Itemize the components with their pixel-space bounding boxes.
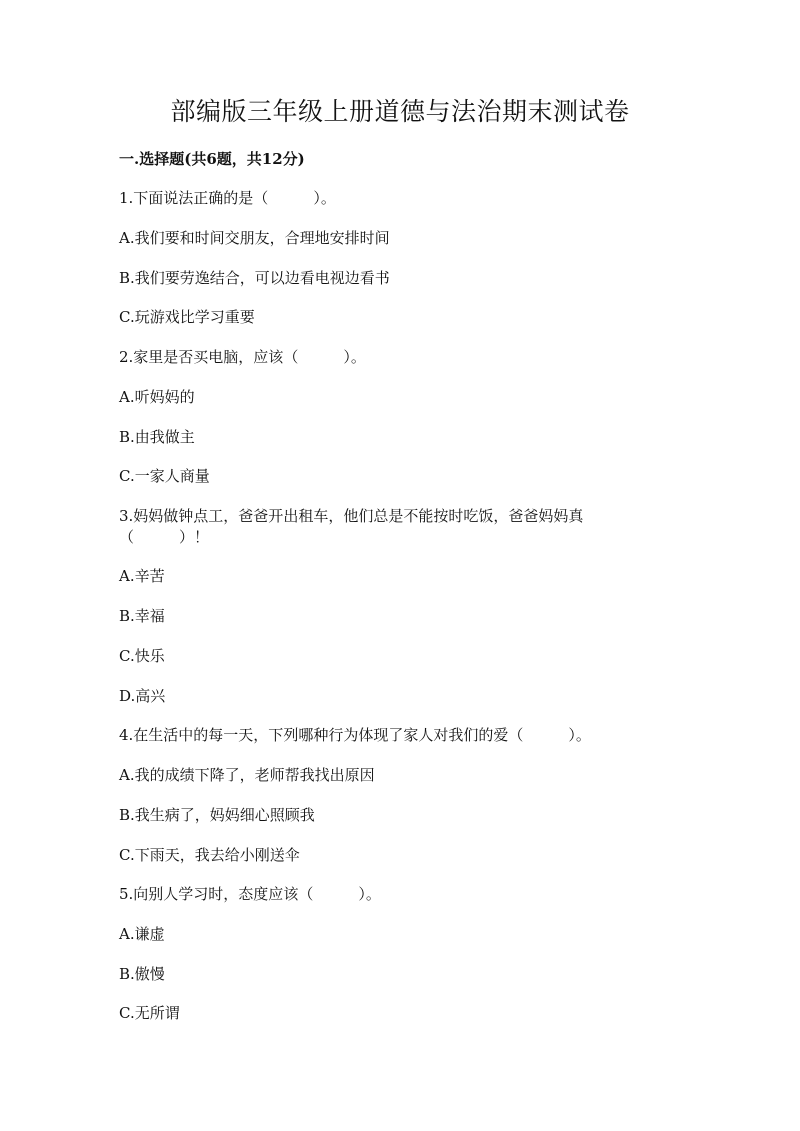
- question-2-stem: 2.家里是否买电脑，应该（ ）。: [119, 348, 366, 366]
- question-5-option-a: A.谦虚: [119, 925, 165, 943]
- page-title: 部编版三年级上册道德与法治期末测试卷: [170, 97, 630, 126]
- question-3-option-a: A.辛苦: [119, 567, 165, 585]
- question-1-stem: 1.下面说法正确的是（ ）。: [119, 189, 336, 207]
- question-2-option-a: A.听妈妈的: [119, 388, 195, 406]
- section-heading: 一.选择题(共6题，共12分): [119, 150, 305, 168]
- question-4-option-b: B.我生病了，妈妈细心照顾我: [119, 806, 315, 824]
- question-4-option-c: C.下雨天，我去给小刚送伞: [119, 846, 300, 864]
- question-3-stem-continued: （ ）！: [119, 528, 210, 546]
- question-3-option-c: C.快乐: [119, 647, 165, 665]
- question-5-option-c: C.无所谓: [119, 1004, 180, 1022]
- question-1-option-a: A.我们要和时间交朋友，合理地安排时间: [119, 229, 390, 247]
- question-3-stem: 3.妈妈做钟点工，爸爸开出租车，他们总是不能按时吃饭，爸爸妈妈真: [119, 507, 584, 525]
- question-5-stem: 5.向别人学习时，态度应该（ ）。: [119, 885, 381, 903]
- question-2-option-b: B.由我做主: [119, 428, 195, 446]
- question-1-option-c: C.玩游戏比学习重要: [119, 308, 255, 326]
- question-1-option-b: B.我们要劳逸结合，可以边看电视边看书: [119, 269, 390, 287]
- question-4-option-a: A.我的成绩下降了，老师帮我找出原因: [119, 766, 375, 784]
- question-3-option-b: B.幸福: [119, 607, 165, 625]
- question-3-option-d: D.高兴: [119, 687, 166, 705]
- question-2-option-c: C.一家人商量: [119, 467, 210, 485]
- question-4-stem: 4.在生活中的每一天，下列哪种行为体现了家人对我们的爱（ ）。: [119, 726, 591, 744]
- question-5-option-b: B.傲慢: [119, 965, 165, 983]
